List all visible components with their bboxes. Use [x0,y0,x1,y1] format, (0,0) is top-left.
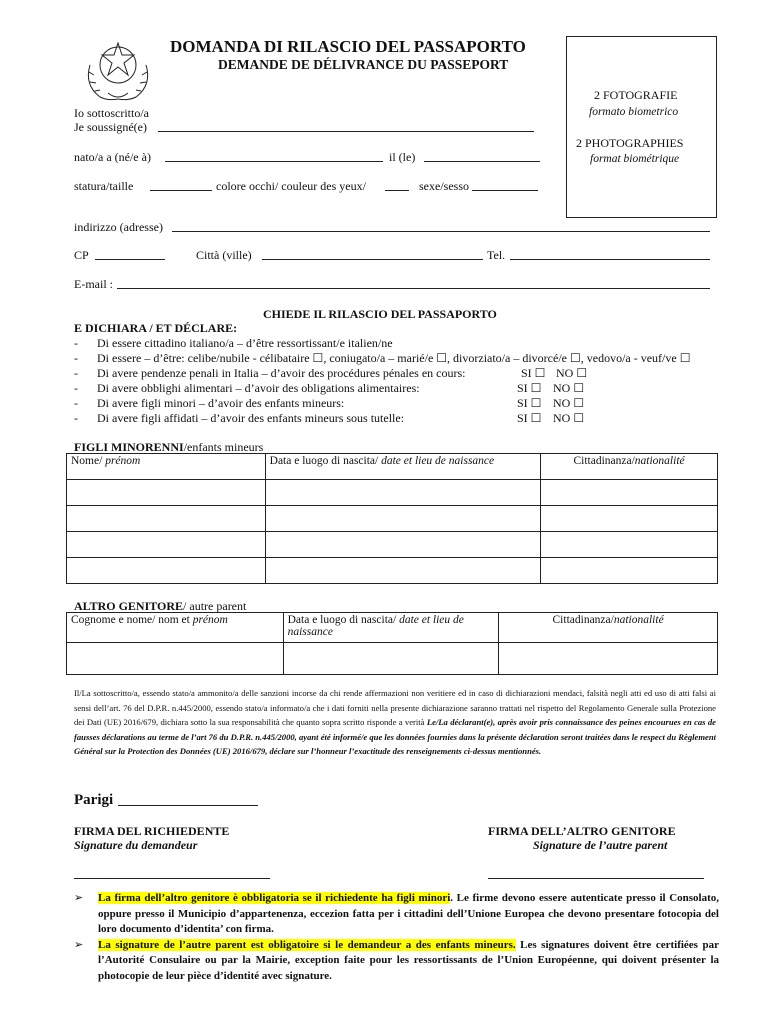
postcode-field[interactable] [95,259,165,260]
parent-signature-label-fr: Signature de l’autre parent [533,838,668,852]
photo-format-it: formato biometrico [589,106,679,118]
applicant-signature-label-fr: Signature du demandeur [74,838,198,852]
criminal-no-checkbox[interactable]: NO ☐ [556,366,588,380]
declaration-dash: - [74,336,78,350]
city-label: Città (ville) [196,248,252,262]
minors-col-name: Nome/ prénom [67,454,266,480]
date-field[interactable] [118,805,258,806]
minors-col-birth: Data e luogo di nascita/ date et lieu de naissance [265,454,540,480]
title-italian: DOMANDA DI RILASCIO DEL PASSAPORTO [170,37,526,56]
declare-heading: E DICHIARA / ET DÉCLARE: [74,321,238,335]
disclaimer-italian: Il/La sottoscritto/a, essendo stato/a ammonito/a delle sanzioni incorse da chi rende affermazioni non veritiere ed in caso di dichiarazioni mendaci, falsità negli atti ed uso di atti falsi ai sensi dell’art. 76 del D.P.R. n.445/2000, essendo stato/a informato/a che i dati forniti nella presente dichiarazione saranno trattati nel rispetto del Regolamento Generale sulla Protezione dei Dati (UE) 2016/679, dichiara sotto la sua responsabilità che quanto sopra scritto risponde a verità [74,688,716,727]
photo-label-it: 2 FOTOGRAFIE [594,88,678,102]
disclaimer [74,686,716,759]
alimony-yes-checkbox[interactable]: SI ☐ [517,381,542,395]
birthdate-label: il (le) [389,150,416,164]
tel-field[interactable] [510,259,710,260]
declaration-marital-status[interactable]: Di essere – d’être: celibe/nubile - célibataire ☐, coniugato/a – marié/e ☐, divorziato/a – divorcé/e ☐, vedovo/a - veuf/ve ☐ [97,351,691,365]
name-field[interactable] [158,131,534,132]
photo-label-fr: 2 PHOTOGRAPHIES [576,136,684,150]
notes [74,891,719,984]
minors-col-citizenship: Cittadinanza/nationalité [541,454,718,480]
eyes-label: colore occhi/ couleur des yeux/ [216,179,366,193]
custody-no-checkbox[interactable]: NO ☐ [553,411,585,425]
declaration-dash: - [74,366,78,380]
other-parent-heading: ALTRO GENITORE/ autre parent [74,599,247,613]
criminal-yes-checkbox[interactable]: SI ☐ [521,366,546,380]
note-italian: ➢ La firma dell’altro genitore è obbligatoria se il richiedente ha figli minori. Le firme devono essere autenticate presso il Consolato, oppure presso il Municipio d’appartenenza, eccezion fatta per i cittadini dell’Unione Europea che devono presentare fotocopia del loro documento d’identita’ con firma. [74,892,719,935]
parent-signature-field[interactable] [488,878,704,879]
parent-signature-label: FIRMA DELL’ALTRO GENITORE [488,824,676,838]
height-label: statura/taille [74,179,134,193]
email-field[interactable] [117,288,710,289]
declaration-alimony: Di avere obblighi alimentari – d’avoir des obligations alimentaires: [97,381,420,395]
title-french: DEMANDE DE DÉLIVRANCE DU PASSEPORT [218,57,509,72]
disclaimer-french: Le/La déclarant(e), après avoir pris connaissance des peines encourues en cas de fausses déclarations au terme de l’art 76 du D.P.R. n.445/2000, ayant été informé/e que les données fournies dans la présente déclaration seront traitées dans le respect du Règlement Général sur la Protection des Données (UE) 2016/679, déclare sur l’honneur l’exactitude des renseignements ci-dessus mentionnés. [74,717,716,756]
table-header-row [67,613,718,643]
sex-label: sexe/sesso [419,179,469,193]
birthplace-label: nato/a a (né/e à) [74,150,151,164]
note-french: ➢ La signature de l’autre parent est obligatoire si le demandeur a des enfants mineurs. Les signatures doivent être certifiées par l’Autorité Consulaire ou par la Mairie, exception faite pour les ressortissants de l’Union Européenne, qui doivent présenter la photocopie de leur pièce d’identité avec signature. [74,938,719,982]
undersigned-label-fr: Je soussigné(e) [74,120,147,134]
table-row[interactable] [67,506,718,532]
email-label: E-mail : [74,277,113,291]
birthdate-field[interactable] [424,161,540,162]
declaration-citizen: Di essere cittadino italiano/a – d’être ressortissant/e italien/ne [97,336,393,350]
minors-yes-checkbox[interactable]: SI ☐ [517,396,542,410]
table-row[interactable] [67,558,718,584]
eyes-field[interactable] [385,190,409,191]
minors-table [66,453,718,584]
alimony-no-checkbox[interactable]: NO ☐ [553,381,585,395]
birthplace-field[interactable] [165,161,383,162]
parent-col-citizenship: Cittadinanza/nationalité [499,613,718,643]
postcode-label: CP [74,248,89,262]
sex-field[interactable] [472,190,538,191]
arrow-bullet-icon: ➢ [74,938,84,951]
parent-col-name: Cognome e nome/ nom et prénom [67,613,284,643]
request-title: CHIEDE IL RILASCIO DEL PASSAPORTO [263,307,497,321]
applicant-signature-label: FIRMA DEL RICHIEDENTE [74,824,230,838]
other-parent-table [66,612,718,675]
declaration-dash: - [74,396,78,410]
declaration-custody: Di avere figli affidati – d’avoir des enfants mineurs sous tutelle: [97,411,405,425]
minors-no-checkbox[interactable]: NO ☐ [553,396,585,410]
applicant-signature-field[interactable] [74,878,270,879]
minors-heading: FIGLI MINORENNI/enfants mineurs [74,440,264,454]
address-label: indirizzo (adresse) [74,220,163,234]
declaration-dash: - [74,351,78,365]
table-row[interactable] [67,532,718,558]
place-label: Parigi [74,792,114,808]
undersigned-label-it: Io sottoscritto/a [74,106,149,120]
parent-col-birth: Data e luogo di nascita/ date et lieu de naissance [283,613,499,643]
photo-format-fr: format biométrique [590,153,680,165]
declaration-dash: - [74,381,78,395]
declaration-minors: Di avere figli minori – d’avoir des enfants mineurs: [97,396,345,410]
tel-label: Tel. [487,248,506,262]
photo-box [566,36,717,218]
italian-republic-emblem [78,35,158,105]
table-row[interactable] [67,480,718,506]
height-field[interactable] [150,190,212,191]
table-row[interactable] [67,643,718,675]
city-field[interactable] [262,259,483,260]
address-field[interactable] [172,231,710,232]
declaration-criminal: Di avere pendenze penali in Italia – d’avoir des procédures pénales en cours: [97,366,466,380]
arrow-bullet-icon: ➢ [74,892,84,904]
table-header-row [67,454,718,480]
declaration-dash: - [74,411,78,425]
custody-yes-checkbox[interactable]: SI ☐ [517,411,542,425]
